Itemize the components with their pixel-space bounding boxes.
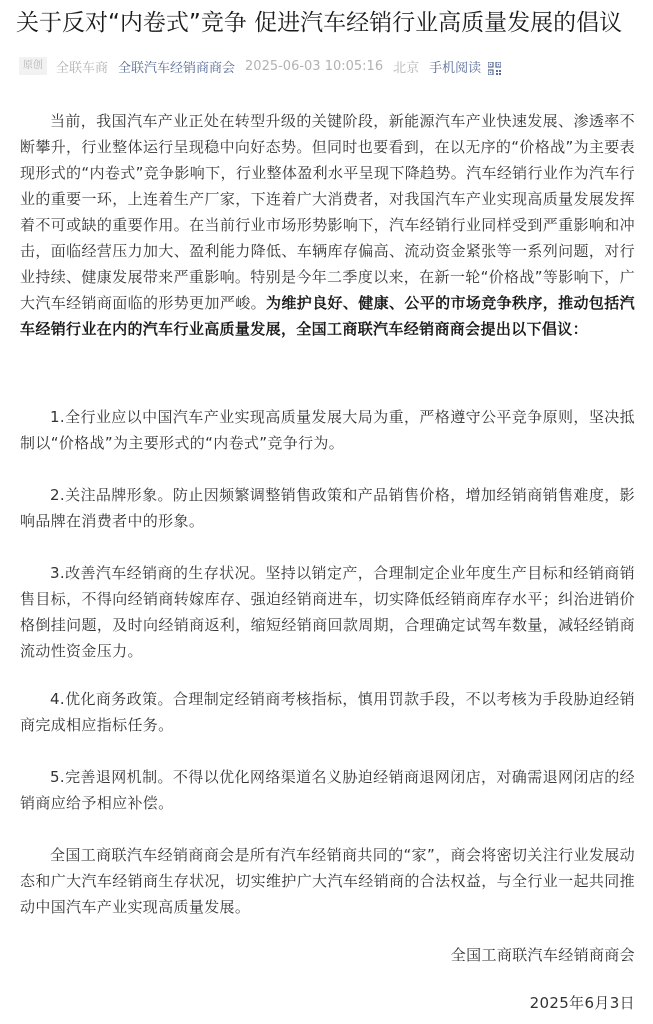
proposal-item-3: 3.改善汽车经销商的生存状况。坚持以销定产，合理制定企业年度生产目标和经销商销售目标，不得向经销商转嫁库存、强迫经销商进车，切实降低经销商库存水平；纠治进销价格倒挂问题，及时向经销商返利，缩短经销商回款周期，合理确定试驾车数量，减轻经销商流动性资金压力。 — [20, 564, 635, 660]
mobile-read-label: 手机阅读 — [429, 60, 482, 76]
intro-bold-text: 为维护良好、健康、公平的市场竞争秩序，推动包括汽车经销行业在内的汽车行业高质量发展，全国工商联汽车经销商商会提出以下倡议： — [20, 294, 635, 338]
closing-paragraph: 全国工商联汽车经销商商会是所有汽车经销商共同的“家”，商会将密切关注行业发展动态和广大汽车经销商生存状况，切实维护广大汽车经销商的合法权益，与全行业一起共同推动中国汽车产业实现高质量发展。 — [20, 846, 635, 916]
author-name: 全联车商 — [56, 60, 109, 76]
publish-datetime: 2025-06-03 10:05:16 — [245, 58, 384, 74]
intro-text: 当前，我国汽车产业正处在转型升级的关键阶段，新能源汽车产业快速发展、渗透率不断攀升，行业整体运行呈现稳中向好态势。但同时也要看到，在以无序的“价格战”为主要表现形式的“内卷式”竞争影响下，行业整体盈利水平呈现下降趋势。汽车经销行业作为汽车行业的重要一环，上连着生产厂家，下连着广大消费者，对我国汽车产业实现高质量发展发挥着不可或缺的重要作用。在当前行业市场形势影响下，汽车经销行业同样受到严重影响和冲击，面临经营压力加大、盈利能力降低、车辆库存偏高、流动资金紧张等一系列问题，对行业持续、健康发展带来严重影响。特别是今年二季度以来，在新一轮“价格战”等影响下，广大汽车经销商面临的形势更加严峻。 — [20, 112, 635, 312]
intro-paragraph — [20, 108, 635, 342]
original-badge: 原创 — [19, 57, 47, 75]
account-link[interactable]: 全联汽车经销商商会 — [118, 60, 236, 76]
article-meta — [19, 54, 649, 78]
signature: 全国工商联汽车经销商商会 — [450, 946, 635, 964]
sign-date: 2025年6月3日 — [529, 994, 635, 1012]
proposal-item-1: 1.全行业应以中国汽车产业实现高质量发展大局为重，严格遵守公平竞争原则，坚决抵制以“价格战”为主要形式的“内卷式”竞争行为。 — [20, 408, 635, 452]
publish-location: 北京 — [393, 60, 420, 76]
qr-code-icon[interactable] — [488, 62, 501, 75]
mobile-read-link[interactable] — [429, 57, 501, 76]
article-title: 关于反对“内卷式”竞争 促进汽车经销行业高质量发展的倡议 — [16, 10, 623, 36]
proposal-item-2: 2.关注品牌形象。防止因频繁调整销售政策和产品销售价格，增加经销商销售难度，影响品牌在消费者中的形象。 — [20, 486, 635, 530]
proposal-item-4: 4.优化商务政策。合理制定经销商考核指标，慎用罚款手段，不以考核为手段胁迫经销商完成相应指标任务。 — [20, 690, 635, 734]
proposal-item-5: 5.完善退网机制。不得以优化网络渠道名义胁迫经销商退网闭店，对确需退网闭店的经销商应给予相应补偿。 — [20, 768, 635, 812]
